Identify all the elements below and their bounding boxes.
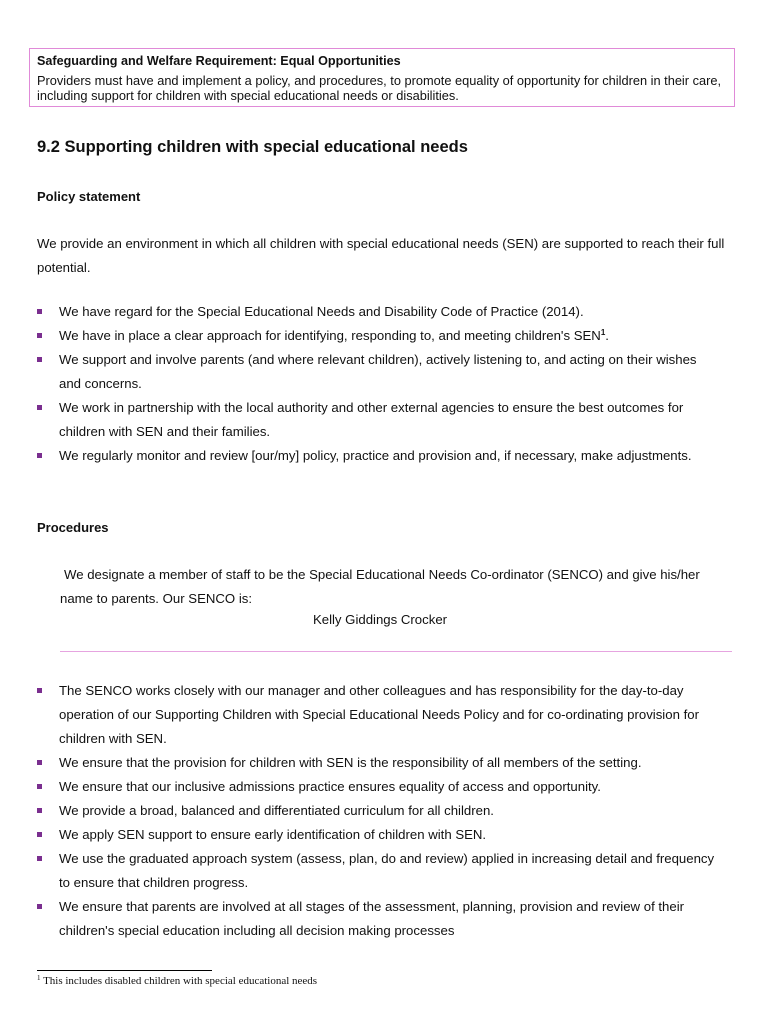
list-item <box>37 895 717 943</box>
footnote-reference: 1 <box>600 328 606 337</box>
list-item <box>37 396 717 444</box>
list-item <box>37 751 717 775</box>
bullet-marker <box>37 309 42 314</box>
footnote-text: This includes disabled children with special educational needs <box>43 975 318 987</box>
list-item-text: We have in place a clear approach for identifying, responding to, and meeting children's SEN <box>59 328 601 343</box>
list-item-text: We regularly monitor and review [our/my] policy, practice and provision and, if necessary, make adjustments. <box>59 448 692 463</box>
requirement-box <box>29 48 735 107</box>
list-item <box>37 300 717 324</box>
bullet-marker <box>37 333 42 338</box>
footnote-number: 1 <box>37 974 41 982</box>
list-item-text: We support and involve parents (and where relevant children), actively listening to, and acting on their wishes and concerns. <box>59 352 697 391</box>
policy-bullet-list <box>37 300 717 468</box>
bullet-marker <box>37 784 42 789</box>
procedures-heading: Procedures <box>37 520 109 535</box>
policy-statement-heading: Policy statement <box>37 189 141 204</box>
footnote <box>37 975 317 987</box>
list-item-text: We provide a broad, balanced and differentiated curriculum for all children. <box>59 803 494 818</box>
list-item <box>37 679 717 751</box>
bullet-marker <box>37 688 42 693</box>
policy-intro: We provide an environment in which all children with special educational needs (SEN) are supported to reach their full potential. <box>37 236 725 275</box>
list-item: We have in place a clear approach for identifying, responding to, and meeting children's SEN$^1$. <box>37 324 717 348</box>
senco-name: Kelly Giddings Crocker <box>312 612 448 627</box>
list-item-text: We have regard for the Special Educational Needs and Disability Code of Practice (2014). <box>59 304 584 319</box>
list-item-text: The SENCO works closely with our manager and other colleagues and has responsibility for the day-to-day operation of our Supporting Children with Special Educational Needs Policy and for co-ordinating provision for children with SEN. <box>59 683 699 746</box>
bullet-marker <box>37 760 42 765</box>
requirement-title: Safeguarding and Welfare Requirement: Equal Opportunities <box>37 54 401 68</box>
page-title: 9.2 Supporting children with special educational needs <box>37 138 468 156</box>
list-item-text: We ensure that our inclusive admissions practice ensures equality of access and opportunity. <box>59 779 601 794</box>
bullet-marker <box>37 904 42 909</box>
procedures-bullet-list <box>37 679 717 943</box>
divider <box>60 651 732 652</box>
list-item-text: We apply SEN support to ensure early identification of children with SEN. <box>59 827 487 842</box>
list-item-text: We ensure that parents are involved at all stages of the assessment, planning, provision and review of their children's special education including all decision making processes <box>59 899 685 938</box>
bullet-marker <box>37 357 42 362</box>
bullet-marker <box>37 832 42 837</box>
list-item-text: We work in partnership with the local authority and other external agencies to ensure the best outcomes for children with SEN and their families. <box>59 400 684 439</box>
requirement-text: Providers must have and implement a policy, and procedures, to promote equality of opportunity for children in their care, including support for children with special educational needs or disabilities. <box>37 73 722 103</box>
bullet-marker <box>37 808 42 813</box>
list-item-text: We ensure that the provision for children with SEN is the responsibility of all members of the setting. <box>59 755 642 770</box>
bullet-marker <box>37 453 42 458</box>
list-item <box>37 823 717 847</box>
list-item-text: We use the graduated approach system (assess, plan, do and review) applied in increasing detail and frequency to ensure that children progress. <box>59 851 715 890</box>
list-item <box>37 847 717 895</box>
bullet-marker <box>37 405 42 410</box>
list-item <box>37 775 717 799</box>
bullet-marker <box>37 856 42 861</box>
footnote-separator <box>37 970 212 971</box>
list-item <box>37 348 717 396</box>
senco-designation-text: We designate a member of staff to be the Special Educational Needs Co-ordinator (SENCO) and give his/her name to parents. Our SENCO is: <box>60 567 700 606</box>
list-item <box>37 799 717 823</box>
list-item <box>37 444 717 468</box>
